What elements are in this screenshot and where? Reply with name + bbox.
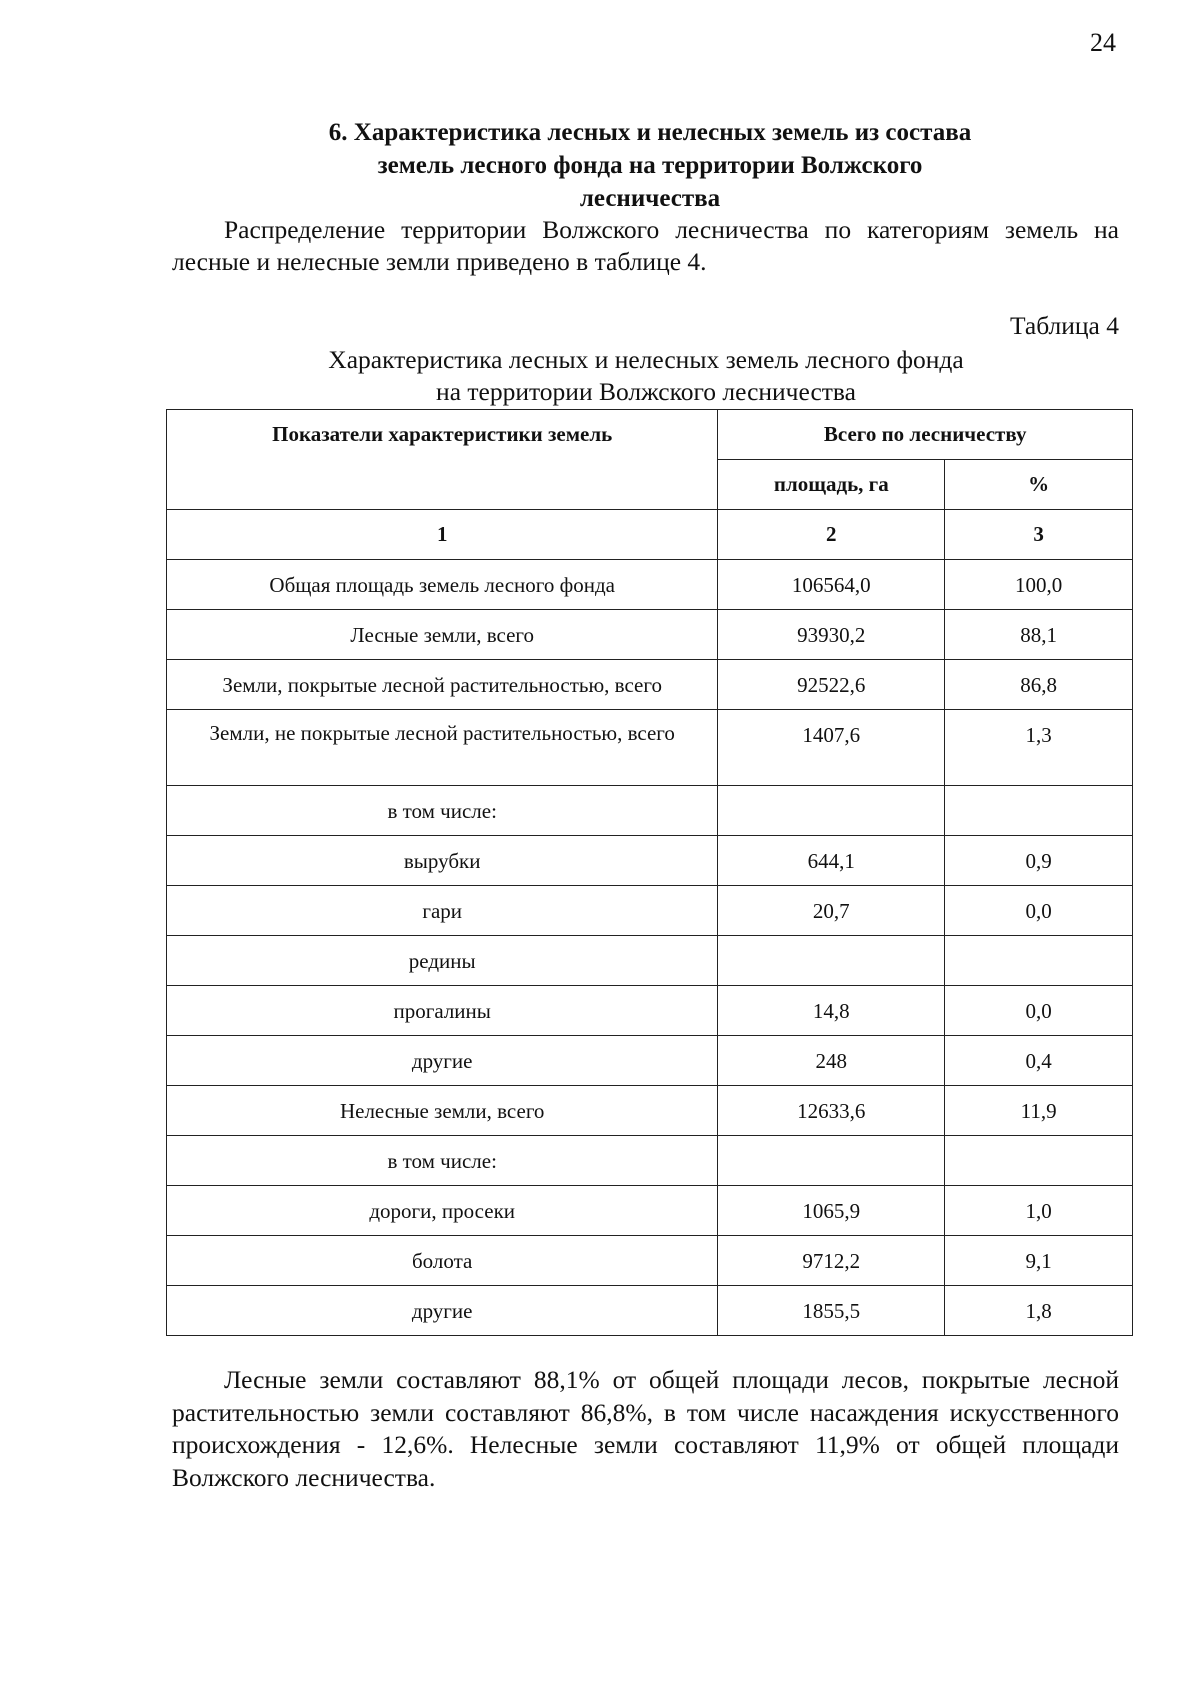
table-row xyxy=(167,1136,1133,1186)
row-label: другие xyxy=(167,1036,718,1086)
table-caption xyxy=(166,344,1126,408)
table-row xyxy=(167,1036,1133,1086)
row-label: вырубки xyxy=(167,836,718,886)
row-label: редины xyxy=(167,936,718,986)
row-percent: 86,8 xyxy=(945,660,1133,710)
column-number: 1 xyxy=(167,510,718,560)
row-area: 12633,6 xyxy=(718,1086,945,1136)
row-percent: 9,1 xyxy=(945,1236,1133,1286)
row-label: Нелесные земли, всего xyxy=(167,1086,718,1136)
row-percent: 100,0 xyxy=(945,560,1133,610)
table-row xyxy=(167,560,1133,610)
table-row xyxy=(167,710,1133,786)
table-row xyxy=(167,610,1133,660)
column-number: 2 xyxy=(718,510,945,560)
row-percent: 1,8 xyxy=(945,1286,1133,1336)
row-percent: 0,0 xyxy=(945,886,1133,936)
section-heading-line: лесничества xyxy=(579,185,721,212)
section-heading-line: 6. Характеристика лесных и нелесных земель из состава xyxy=(328,119,972,146)
table-row xyxy=(167,936,1133,986)
header-indicators: Показатели характеристики земель xyxy=(167,410,718,510)
row-label: Земли, покрытые лесной растительностью, всего xyxy=(167,660,718,710)
table-row xyxy=(167,886,1133,936)
row-label: Общая площадь земель лесного фонда xyxy=(167,560,718,610)
table-header-row xyxy=(167,410,1133,460)
row-area xyxy=(718,1136,945,1186)
row-percent xyxy=(945,1136,1133,1186)
row-area xyxy=(718,786,945,836)
section-heading-line: земель лесного фонда на территории Волжского xyxy=(377,152,923,179)
row-percent: 0,9 xyxy=(945,836,1133,886)
table-row xyxy=(167,1286,1133,1336)
row-area: 106564,0 xyxy=(718,560,945,610)
row-area: 9712,2 xyxy=(718,1236,945,1286)
row-area: 14,8 xyxy=(718,986,945,1036)
row-label: Земли, не покрытые лесной растительностью, всего xyxy=(167,710,718,786)
land-categories-table xyxy=(166,409,1133,1336)
row-label: гари xyxy=(167,886,718,936)
row-percent: 0,0 xyxy=(945,986,1133,1036)
table-row xyxy=(167,836,1133,886)
header-percent: % xyxy=(945,460,1133,510)
row-label: болота xyxy=(167,1236,718,1286)
table-number: Таблица 4 xyxy=(1009,311,1119,340)
table-row xyxy=(167,1086,1133,1136)
row-area: 644,1 xyxy=(718,836,945,886)
table-numbering-row xyxy=(167,510,1133,560)
row-area: 1855,5 xyxy=(718,1286,945,1336)
row-label: дороги, просеки xyxy=(167,1186,718,1236)
row-label: Лесные земли, всего xyxy=(167,610,718,660)
page-number: 24 xyxy=(1090,28,1116,57)
table-row xyxy=(167,786,1133,836)
row-area: 248 xyxy=(718,1036,945,1086)
row-label: в том числе: xyxy=(167,1136,718,1186)
table-row xyxy=(167,1236,1133,1286)
table-caption-line: Характеристика лесных и нелесных земель лесного фонда xyxy=(328,345,964,374)
row-label: другие xyxy=(167,1286,718,1336)
row-percent: 11,9 xyxy=(945,1086,1133,1136)
row-area: 1065,9 xyxy=(718,1186,945,1236)
header-total-group: Всего по лесничеству xyxy=(718,410,1133,460)
row-area: 92522,6 xyxy=(718,660,945,710)
row-percent: 1,0 xyxy=(945,1186,1133,1236)
table-row xyxy=(167,1186,1133,1236)
intro-paragraph: Распределение территории Волжского лесничества по категориям земель на лесные и нелесные земли приведено в таблице 4. xyxy=(172,215,1119,276)
row-percent: 0,4 xyxy=(945,1036,1133,1086)
row-area: 93930,2 xyxy=(718,610,945,660)
row-percent: 1,3 xyxy=(945,710,1133,786)
table-caption-line: на территории Волжского лесничества xyxy=(436,377,856,406)
table-row xyxy=(167,660,1133,710)
row-label: прогалины xyxy=(167,986,718,1036)
header-area: площадь, га xyxy=(718,460,945,510)
row-area: 20,7 xyxy=(718,886,945,936)
conclusion-paragraph: Лесные земли составляют 88,1% от общей площади лесов, покрытые лесной растительностью земли составляют 86,8%, в том числе насаждения искусственного происхождения - 12,6%. Нелесные земли составляют 11,9% от общей площади Волжского лесничества. xyxy=(172,1365,1119,1492)
row-area: 1407,6 xyxy=(718,710,945,786)
row-percent: 88,1 xyxy=(945,610,1133,660)
section-heading xyxy=(180,116,1120,215)
table-row xyxy=(167,986,1133,1036)
column-number: 3 xyxy=(945,510,1133,560)
row-percent xyxy=(945,786,1133,836)
row-label: в том числе: xyxy=(167,786,718,836)
row-area xyxy=(718,936,945,986)
row-percent xyxy=(945,936,1133,986)
